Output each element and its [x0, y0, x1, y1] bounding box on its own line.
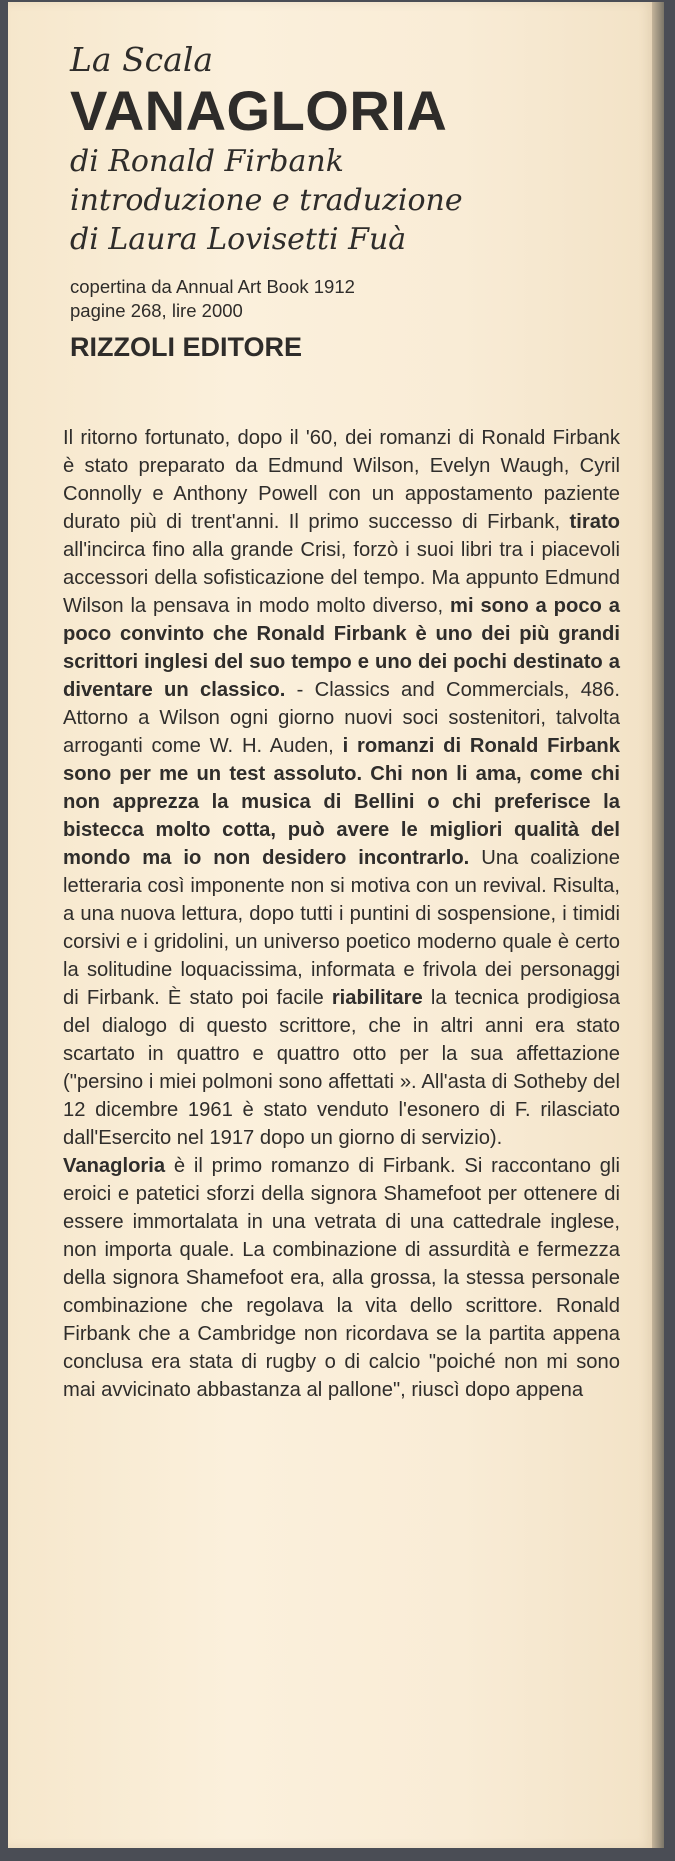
bold-segment: riabilitare: [331, 987, 423, 1009]
text-segment: all'incirca fino alla grande Crisi, forzò i suoi libri tra i piacevoli accessori della sofisticazione del tempo. Ma appunto Edmund Wilson la pensava in modo molto diverso,: [63, 539, 620, 617]
text-segment: è il primo romanzo di Firbank. Si raccontano gli eroici e patetici sforzi della signora Shamefoot per ottenere di essere immortalata in una vetrata di una cattedrale inglese, non importa quale. La combinazione di assurdità e fermezza della signora Shamefoot era, alla grossa, la stessa personale combinazione che regolava la vita dello scrittore. Ronald Firbank che a Cambridge non ricordava se la partita appena conclusa era stata di rugby o di calcio "poiché non mi sono mai avvicinato abbastanza al pallone", riuscì dopo appena: [63, 1155, 620, 1401]
wilson-quote: mi sono a poco a poco convinto che Ronald Firbank è uno dei più grandi scrittori inglesi del suo tempo e uno dei pochi destinato a diventare un classico.: [63, 595, 620, 701]
author-credit: di Ronald Firbank: [70, 144, 344, 179]
cover-info: copertina da Annual Art Book 1912: [70, 276, 355, 297]
book-header: [70, 40, 630, 365]
bold-segment: tirato: [569, 511, 620, 533]
auden-quote: i romanzi di Ronald Firbank sono per me un test assoluto. Chi non li ama, come chi non apprezza la musica di Bellini o chi preferisce la bistecca molto cotta, può avere le migliori qualità del mondo ma io non desidero incontrarlo.: [63, 735, 620, 869]
book-title: VANAGLORIA: [70, 79, 448, 142]
text-segment: Il ritorno fortunato, dopo il '60, dei romanzi di Ronald Firbank è stato preparato da Edmund Wilson, Evelyn Waugh, Cyril Connolly e Anthony Powell con un appostamento paziente durato più di trent'anni. Il primo successo di Firbank,: [63, 427, 620, 533]
translator-credit: di Laura Lovisetti Fuà: [70, 222, 407, 257]
publisher-name: RIZZOLI EDITORE: [70, 332, 303, 362]
text-segment: la tecnica prodigiosa del dialogo di questo scrittore, che in altri anni era stato scartato in quattro e quattro otto per la sua affettazione ("persino i miei polmoni sono affettati ». All'asta di Sotheby del 12 dicembre 1961 è stato venduto l'esonero di F. rilasciato dall'Esercito nel 1917 dopo un giorno di servizio).: [63, 987, 620, 1149]
paragraph-1: [63, 424, 620, 1152]
paragraph-2: [63, 1152, 620, 1404]
series-name: La Scala: [70, 40, 214, 79]
book-flap-page: [8, 2, 654, 1848]
body-text: [63, 424, 620, 1404]
text-segment: Una coalizione letteraria così imponente non si motiva con un revival. Risulta, a una nuova lettura, dopo tutti i puntini di sospensione, i timidi corsivi e i gridolini, un universo poetico moderno quale è certo la solitudine loquacissima, informata e frivola dei personaggi di Firbank. È stato poi facile: [63, 847, 620, 1009]
bold-title-ref: Vanagloria: [63, 1155, 166, 1177]
text-segment: - Classics and Commercials, 486. Attorno a Wilson ogni giorno nuovi soci sostenitori, talvolta arroganti come W. H. Auden,: [63, 679, 621, 757]
introduction-credit: introduzione e traduzione: [70, 183, 463, 218]
pages-price: pagine 268, lire 2000: [70, 300, 243, 321]
